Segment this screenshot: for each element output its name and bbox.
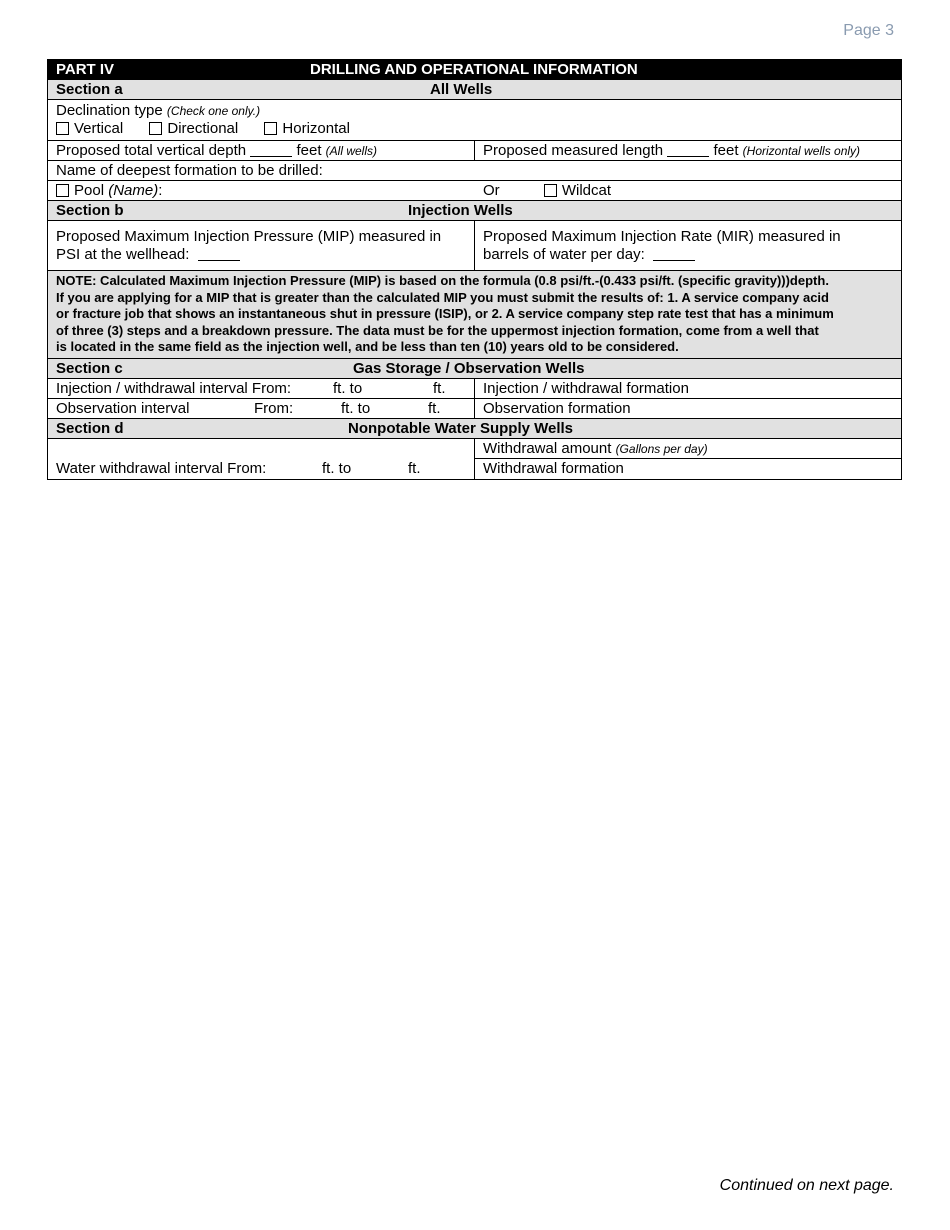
note-line: or fracture job that shows an instantaneous shut in pressure (ISIP), or 2. A service company step rate test that has a minimum (56, 306, 834, 322)
measured-length-hint: (Horizontal wells only) (742, 144, 861, 158)
measured-length-unit: feet (713, 142, 739, 159)
section-a-title: All Wells (430, 81, 493, 98)
pool-checkbox[interactable] (56, 184, 69, 197)
drilling-operational-form (47, 59, 902, 480)
withdrawal-formation-label[interactable]: Withdrawal formation (483, 459, 624, 477)
section-b-header (48, 201, 901, 221)
injection-ft-to: ft. to (333, 379, 363, 397)
pool-label: Pool (74, 182, 105, 199)
mip-line2: PSI at the wellhead: (56, 246, 190, 263)
observation-interval-row (48, 399, 901, 419)
observation-ft-to: ft. to (341, 399, 371, 417)
water-interval-label: Water withdrawal interval From: (56, 459, 267, 477)
note-line: of three (3) steps and a breakdown pressure. The data must be for the uppermost injection formation, come from a well that (56, 322, 819, 338)
directional-label: Directional (167, 120, 239, 137)
injection-ft: ft. (433, 379, 446, 397)
section-a-header (48, 80, 901, 100)
mip-field[interactable] (198, 246, 240, 261)
deepest-formation-row (48, 161, 901, 181)
injection-formation-label[interactable]: Injection / withdrawal formation (483, 379, 689, 397)
observation-ft: ft. (428, 399, 441, 417)
continued-note: Continued on next page. (719, 1177, 894, 1194)
pool-colon: : (158, 182, 163, 199)
section-b-title: Injection Wells (408, 202, 513, 219)
withdrawal-amount-label[interactable]: Withdrawal amount (483, 439, 612, 457)
observation-from-label: From: (254, 399, 294, 417)
declination-label: Declination type (56, 102, 163, 119)
note-line: is located in the same field as the injection well, and be less than ten (10) years old to be considered. (56, 339, 679, 355)
section-b-label: Section b (56, 202, 124, 219)
note-line: If you are applying for a MIP that is greater than the calculated MIP you must submit the results of: 1. A service company acid (56, 289, 829, 305)
section-d-label: Section d (56, 419, 124, 437)
measured-length-field[interactable] (667, 142, 709, 157)
depth-row (48, 141, 901, 161)
water-ft: ft. (408, 459, 421, 477)
or-label: Or (483, 182, 500, 199)
vertical-depth-hint: (All wells) (325, 144, 378, 158)
mir-line1: Proposed Maximum Injection Rate (MIR) measured in (483, 228, 841, 245)
vertical-depth-field[interactable] (250, 142, 292, 157)
mip-note (48, 271, 901, 359)
deepest-formation-label[interactable]: Name of deepest formation to be drilled: (56, 162, 323, 179)
directional-checkbox[interactable] (149, 122, 162, 135)
section-d-header (48, 419, 901, 439)
injection-interval-label: Injection / withdrawal interval From: (56, 379, 292, 397)
observation-interval-label: Observation interval (56, 399, 190, 417)
section-d-title: Nonpotable Water Supply Wells (348, 419, 574, 437)
part-title: DRILLING AND OPERATIONAL INFORMATION (310, 61, 638, 78)
part-iv-header (48, 60, 901, 80)
wildcat-checkbox[interactable] (544, 184, 557, 197)
wildcat-label: Wildcat (561, 182, 612, 199)
pool-hint: (Name) (108, 182, 159, 199)
note-line: NOTE: Calculated Maximum Injection Pressure (MIP) is based on the formula (0.8 psi/ft.-(0.433 psi/ft. (specific gravity)))depth. (56, 273, 829, 288)
horizontal-label: Horizontal (282, 120, 350, 137)
injection-interval-row (48, 379, 901, 399)
pool-row (48, 181, 901, 201)
declination-row (48, 100, 901, 141)
measured-length-label: Proposed measured length (483, 142, 664, 159)
water-ft-to: ft. to (322, 459, 352, 477)
declination-hint: (Check one only.) (166, 104, 261, 118)
page-number: Page 3 (843, 22, 894, 39)
part-label: PART IV (56, 61, 115, 78)
injection-rates-row (48, 221, 901, 271)
mir-line2: barrels of water per day: (483, 246, 645, 263)
section-c-title: Gas Storage / Observation Wells (353, 359, 585, 377)
vertical-depth-unit: feet (296, 142, 322, 159)
water-supply-row (48, 439, 901, 479)
section-c-header (48, 359, 901, 379)
observation-formation-label[interactable]: Observation formation (483, 399, 631, 417)
mip-line1: Proposed Maximum Injection Pressure (MIP) measured in (56, 228, 442, 245)
mir-field[interactable] (653, 246, 695, 261)
horizontal-checkbox[interactable] (264, 122, 277, 135)
section-c-label: Section c (56, 359, 123, 377)
vertical-depth-label: Proposed total vertical depth (56, 142, 247, 159)
vertical-checkbox[interactable] (56, 122, 69, 135)
vertical-label: Vertical (74, 120, 124, 137)
section-a-label: Section a (56, 81, 123, 98)
withdrawal-amount-hint: (Gallons per day) (615, 441, 708, 456)
